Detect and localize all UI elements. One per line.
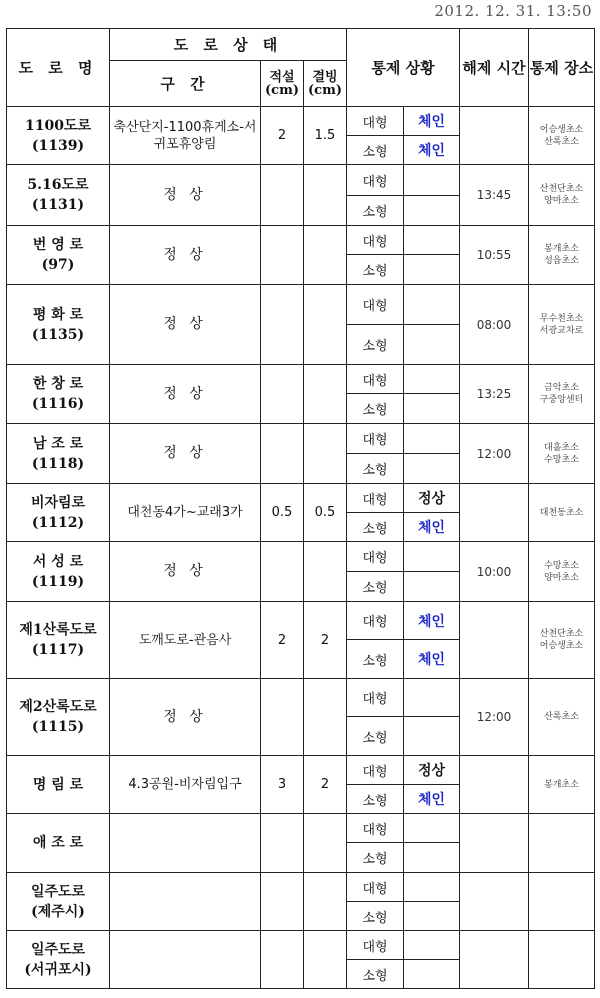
vehicle-small-label: 소형 — [347, 902, 404, 931]
control-small-status — [404, 255, 460, 285]
ice-cell — [304, 226, 347, 285]
vehicle-small-label: 소형 — [347, 785, 404, 814]
table-body — [7, 107, 595, 989]
release-time-cell: 08:00 — [460, 285, 529, 365]
vehicle-small-label: 소형 — [347, 454, 404, 484]
control-place: 양마초소 — [544, 572, 579, 583]
control-place-cell — [529, 484, 595, 542]
road-name-cell — [7, 285, 110, 365]
road-name: 제2산록도로 — [19, 699, 97, 715]
release-time-cell — [460, 602, 529, 679]
control-large-status — [404, 165, 460, 196]
header-release-time: 해제 시간 — [460, 29, 529, 107]
vehicle-small-label: 소형 — [347, 513, 404, 542]
control-place: 금악초소 — [544, 383, 579, 393]
control-place: 대천동초소 — [539, 507, 584, 518]
road-name-cell — [7, 424, 110, 484]
road-name: 5.16도로 — [27, 177, 89, 193]
section-cell: 대천동4가~교래3가 — [110, 484, 261, 542]
control-place-cell — [529, 873, 595, 931]
control-place: 산천단초소 — [539, 184, 584, 194]
control-large-status: 정상 — [404, 756, 460, 785]
section-cell — [110, 814, 261, 873]
road-code: (1139) — [31, 137, 85, 154]
release-time-cell: 10:00 — [460, 542, 529, 602]
header-section: 구 간 — [110, 61, 261, 107]
vehicle-large-label: 대형 — [347, 107, 404, 136]
header-control-status: 통제 상황 — [347, 29, 460, 107]
road-name: 명 림 로 — [32, 776, 84, 793]
ice-cell — [304, 424, 347, 484]
control-place-cell — [529, 226, 595, 285]
control-place: 성읍초소 — [544, 256, 579, 266]
section-cell — [110, 931, 261, 989]
ice-cell: 2 — [304, 602, 347, 679]
ice-cell — [304, 873, 347, 931]
control-place-cell — [529, 756, 595, 814]
control-place: 봉개초소 — [544, 779, 579, 790]
vehicle-small-label: 소형 — [347, 960, 404, 989]
road-name: 1100도로 — [24, 117, 91, 134]
snow-cell — [261, 814, 304, 873]
release-time-cell — [460, 873, 529, 931]
timestamp: 2012. 12. 31. 13:50 — [434, 2, 592, 20]
release-time-cell — [460, 484, 529, 542]
road-name-cell — [7, 484, 110, 542]
control-small-status — [404, 325, 460, 365]
control-large-status: 체인 — [404, 107, 460, 136]
table-row — [7, 285, 595, 325]
control-place: 어승생초소 — [539, 641, 584, 651]
snow-cell — [261, 165, 304, 226]
control-small-status — [404, 902, 460, 931]
table-row — [7, 679, 595, 717]
road-code: (1119) — [31, 573, 85, 590]
snow-cell: 2 — [261, 107, 304, 165]
release-time-cell: 13:25 — [460, 365, 529, 424]
release-time-cell: 12:00 — [460, 424, 529, 484]
control-place-cell — [529, 107, 595, 165]
road-name: 서 성 로 — [32, 553, 84, 570]
snow-cell — [261, 542, 304, 602]
control-place: 구중앙센터 — [539, 395, 584, 405]
road-name-cell — [7, 814, 110, 873]
control-place: 산천단초소 — [539, 629, 584, 639]
table-row — [7, 602, 595, 640]
table-row — [7, 226, 595, 255]
ice-cell — [304, 931, 347, 989]
vehicle-large-label: 대형 — [347, 285, 404, 325]
ice-cell: 2 — [304, 756, 347, 814]
header-road-name: 도 로 명 — [7, 29, 110, 107]
control-place: 서광교차로 — [539, 325, 584, 336]
control-place-cell — [529, 602, 595, 679]
control-place: 수망초소 — [544, 454, 579, 465]
snow-cell: 2 — [261, 602, 304, 679]
road-name-cell — [7, 679, 110, 756]
control-place: 수망초소 — [544, 560, 579, 571]
snow-cell — [261, 365, 304, 424]
snow-cell — [261, 424, 304, 484]
vehicle-large-label: 대형 — [347, 873, 404, 902]
control-place-cell — [529, 365, 595, 424]
control-large-status — [404, 931, 460, 960]
control-place: 대흘초소 — [544, 442, 579, 453]
vehicle-large-label: 대형 — [347, 679, 404, 717]
road-name: 비자림로 — [30, 494, 86, 511]
road-name-cell — [7, 756, 110, 814]
vehicle-small-label: 소형 — [347, 640, 404, 679]
control-place: 산록초소 — [544, 136, 579, 147]
road-name-cell — [7, 931, 110, 989]
ice-cell — [304, 814, 347, 873]
road-code: (1131) — [31, 197, 85, 213]
control-place-cell — [529, 165, 595, 226]
table-row — [7, 107, 595, 136]
control-place: 무수천초소 — [539, 313, 584, 324]
control-place-cell — [529, 542, 595, 602]
road-code: (1116) — [31, 396, 85, 412]
release-time-cell — [460, 756, 529, 814]
road-code: (1112) — [31, 514, 85, 531]
road-code: (서귀포시) — [24, 961, 92, 978]
section-cell: 축산단지-1100휴게소-서귀포휴양림 — [110, 107, 261, 165]
road-name-cell — [7, 602, 110, 679]
road-code: (1118) — [31, 455, 85, 472]
road-name: 일주도로 — [30, 883, 86, 900]
vehicle-small-label: 소형 — [347, 325, 404, 365]
control-large-status — [404, 226, 460, 255]
vehicle-large-label: 대형 — [347, 931, 404, 960]
header-control-place: 통제 장소 — [529, 29, 595, 107]
ice-cell: 0.5 — [304, 484, 347, 542]
vehicle-large-label: 대형 — [347, 814, 404, 843]
vehicle-large-label: 대형 — [347, 542, 404, 572]
section-cell: 정 상 — [110, 542, 261, 602]
vehicle-large-label: 대형 — [347, 484, 404, 513]
header-road-status: 도 로 상 태 — [110, 29, 347, 61]
road-name: 애 조 로 — [32, 835, 84, 851]
control-place-cell — [529, 931, 595, 989]
table-row — [7, 931, 595, 960]
vehicle-small-label: 소형 — [347, 255, 404, 285]
ice-cell — [304, 165, 347, 226]
control-place-cell — [529, 679, 595, 756]
road-name-cell — [7, 542, 110, 602]
vehicle-large-label: 대형 — [347, 226, 404, 255]
control-large-status: 정상 — [404, 484, 460, 513]
road-code: (제주시) — [31, 903, 85, 920]
road-code: (1135) — [31, 326, 85, 343]
ice-cell — [304, 285, 347, 365]
road-name: 번 영 로 — [32, 237, 84, 253]
control-small-status — [404, 196, 460, 226]
road-name-cell — [7, 365, 110, 424]
control-place-cell — [529, 285, 595, 365]
control-small-status — [404, 394, 460, 424]
release-time-cell — [460, 814, 529, 873]
ice-cell — [304, 542, 347, 602]
release-time-cell — [460, 107, 529, 165]
road-name-cell — [7, 873, 110, 931]
road-code: (1115) — [31, 719, 85, 735]
road-name: 한 창 로 — [32, 376, 84, 392]
table-row — [7, 814, 595, 843]
control-place: 봉개초소 — [544, 244, 579, 254]
road-name-cell — [7, 165, 110, 226]
section-cell — [110, 873, 261, 931]
road-name: 남 조 로 — [32, 435, 84, 452]
control-large-status — [404, 424, 460, 454]
table-row — [7, 165, 595, 196]
control-large-status — [404, 285, 460, 325]
header-snow: 적설 (cm) — [261, 61, 304, 107]
snow-cell: 0.5 — [261, 484, 304, 542]
control-small-status — [404, 717, 460, 756]
road-name-cell — [7, 107, 110, 165]
vehicle-large-label: 대형 — [347, 424, 404, 454]
vehicle-large-label: 대형 — [347, 756, 404, 785]
release-time-cell: 12:00 — [460, 679, 529, 756]
section-cell: 정 상 — [110, 365, 261, 424]
control-place-cell — [529, 424, 595, 484]
road-name: 평 화 로 — [32, 306, 84, 323]
snow-cell — [261, 873, 304, 931]
section-cell: 정 상 — [110, 165, 261, 226]
release-time-cell — [460, 931, 529, 989]
vehicle-large-label: 대형 — [347, 165, 404, 196]
release-time-cell: 10:55 — [460, 226, 529, 285]
control-small-status — [404, 960, 460, 989]
vehicle-small-label: 소형 — [347, 843, 404, 873]
snow-cell: 3 — [261, 756, 304, 814]
road-name-cell — [7, 226, 110, 285]
vehicle-small-label: 소형 — [347, 394, 404, 424]
section-cell: 정 상 — [110, 226, 261, 285]
section-cell: 도깨도로-관음사 — [110, 602, 261, 679]
control-small-status: 체인 — [404, 785, 460, 814]
control-large-status — [404, 814, 460, 843]
control-small-status: 체인 — [404, 640, 460, 679]
table-row — [7, 756, 595, 785]
road-control-table — [6, 28, 595, 989]
control-small-status — [404, 843, 460, 873]
control-small-status — [404, 454, 460, 484]
road-code: (97) — [41, 257, 75, 273]
control-large-status — [404, 679, 460, 717]
table-row — [7, 365, 595, 394]
ice-cell — [304, 679, 347, 756]
vehicle-large-label: 대형 — [347, 602, 404, 640]
control-large-status — [404, 365, 460, 394]
vehicle-large-label: 대형 — [347, 365, 404, 394]
snow-cell — [261, 285, 304, 365]
control-small-status: 체인 — [404, 513, 460, 542]
table-row — [7, 484, 595, 513]
section-cell: 정 상 — [110, 679, 261, 756]
table-row — [7, 873, 595, 902]
snow-cell — [261, 931, 304, 989]
section-cell: 4.3공원-비자림입구 — [110, 756, 261, 814]
vehicle-small-label: 소형 — [347, 572, 404, 602]
road-name: 일주도로 — [30, 941, 86, 958]
ice-cell — [304, 365, 347, 424]
table-row — [7, 542, 595, 572]
control-place-cell — [529, 814, 595, 873]
vehicle-small-label: 소형 — [347, 196, 404, 226]
table-row — [7, 424, 595, 454]
snow-cell — [261, 679, 304, 756]
vehicle-small-label: 소형 — [347, 136, 404, 165]
release-time-cell: 13:45 — [460, 165, 529, 226]
control-small-status: 체인 — [404, 136, 460, 165]
header-ice: 결빙 (cm) — [304, 61, 347, 107]
control-large-status — [404, 873, 460, 902]
vehicle-small-label: 소형 — [347, 717, 404, 756]
ice-cell: 1.5 — [304, 107, 347, 165]
section-cell: 정 상 — [110, 285, 261, 365]
control-place: 어승생초소 — [539, 124, 584, 135]
snow-cell — [261, 226, 304, 285]
control-large-status — [404, 542, 460, 572]
road-code: (1117) — [31, 642, 85, 658]
control-large-status: 체인 — [404, 602, 460, 640]
control-place: 산록초소 — [544, 712, 579, 722]
road-name: 제1산록도로 — [19, 622, 97, 638]
section-cell: 정 상 — [110, 424, 261, 484]
control-place: 양마초소 — [544, 196, 579, 206]
control-small-status — [404, 572, 460, 602]
